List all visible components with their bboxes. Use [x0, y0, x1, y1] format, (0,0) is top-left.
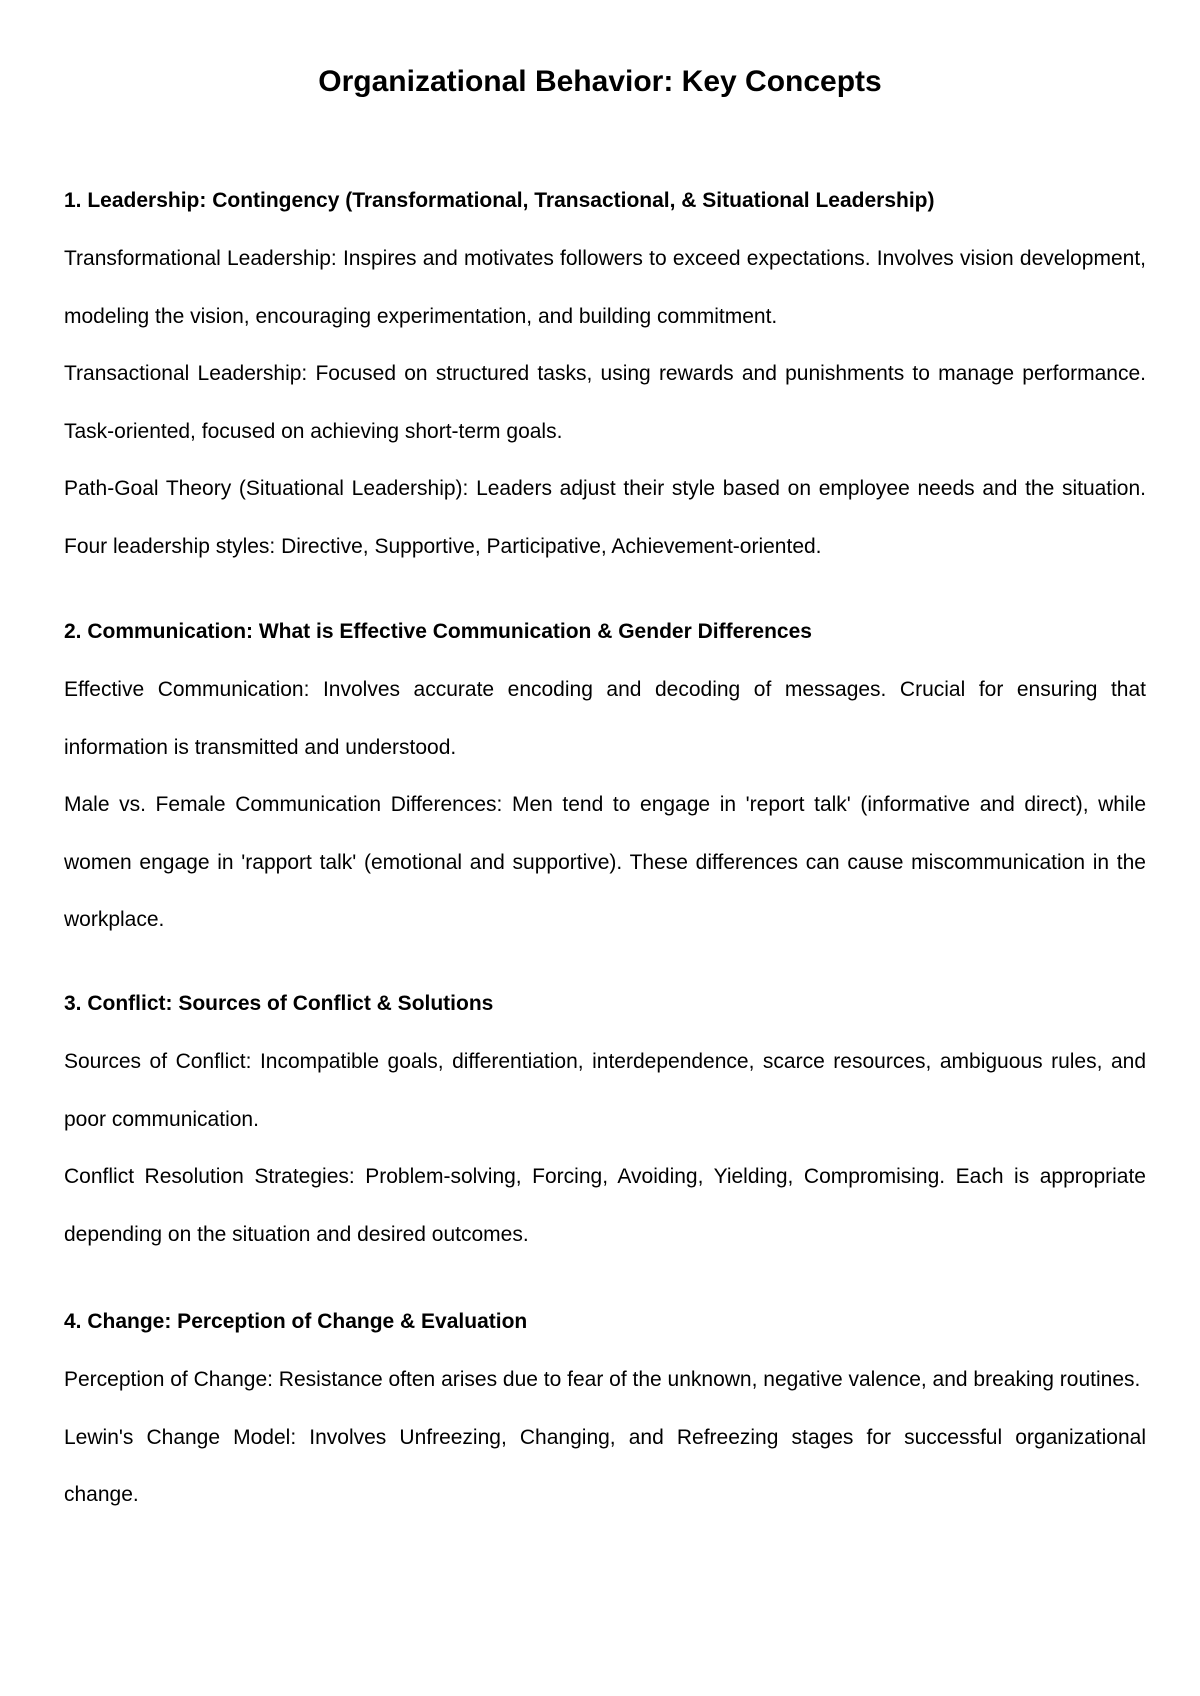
- section-heading: 2. Communication: What is Effective Communication & Gender Differences: [64, 620, 812, 643]
- paragraph-transactional-leadership: Transactional Leadership: Focused on structured tasks, using rewards and punishments to manage performance. Task-oriented, focused on achieving short-term goals.: [64, 362, 1146, 443]
- paragraph-perception-of-change: Perception of Change: Resistance often arises due to fear of the unknown, negative valence, and breaking routines.: [64, 1368, 1141, 1391]
- paragraph-transformational-leadership: Transformational Leadership: Inspires and motivates followers to exceed expectations. Involves vision development, modeling the vision, encouraging experimentation, and building commitment.: [64, 247, 1146, 328]
- paragraph-effective-communication: Effective Communication: Involves accurate encoding and decoding of messages. Crucial for ensuring that information is transmitted and understood.: [64, 678, 1146, 759]
- section-change: [64, 1307, 1146, 1524]
- document-title: Organizational Behavior: Key Concepts: [318, 65, 882, 98]
- paragraph-conflict-resolution: Conflict Resolution Strategies: Problem-solving, Forcing, Avoiding, Yielding, Compromising. Each is appropriate depending on the situation and desired outcomes.: [64, 1165, 1146, 1246]
- section-communication: [64, 617, 1146, 949]
- section-conflict: [64, 989, 1146, 1263]
- paragraph-lewin-change-model: Lewin's Change Model: Involves Unfreezing, Changing, and Refreezing stages for successful organizational change.: [64, 1425, 1146, 1506]
- section-heading: 4. Change: Perception of Change & Evaluation: [64, 1310, 528, 1333]
- section-heading: 3. Conflict: Sources of Conflict & Solutions: [64, 992, 494, 1015]
- section-heading: 1. Leadership: Contingency (Transformational, Transactional, & Situational Leadership): [64, 189, 935, 212]
- paragraph-gender-differences: Male vs. Female Communication Differences: Men tend to engage in 'report talk' (informative and direct), while women engage in 'rapport talk' (emotional and supportive). These differences can cause miscommunication in the workplace.: [64, 793, 1146, 931]
- paragraph-path-goal-theory: Path-Goal Theory (Situational Leadership): Leaders adjust their style based on employee needs and the situation. Four leadership styles: Directive, Supportive, Participative, Achievement-oriented.: [64, 477, 1146, 558]
- paragraph-sources-of-conflict: Sources of Conflict: Incompatible goals, differentiation, interdependence, scarce resources, ambiguous rules, and poor communication.: [64, 1050, 1146, 1131]
- section-leadership: [64, 186, 1146, 575]
